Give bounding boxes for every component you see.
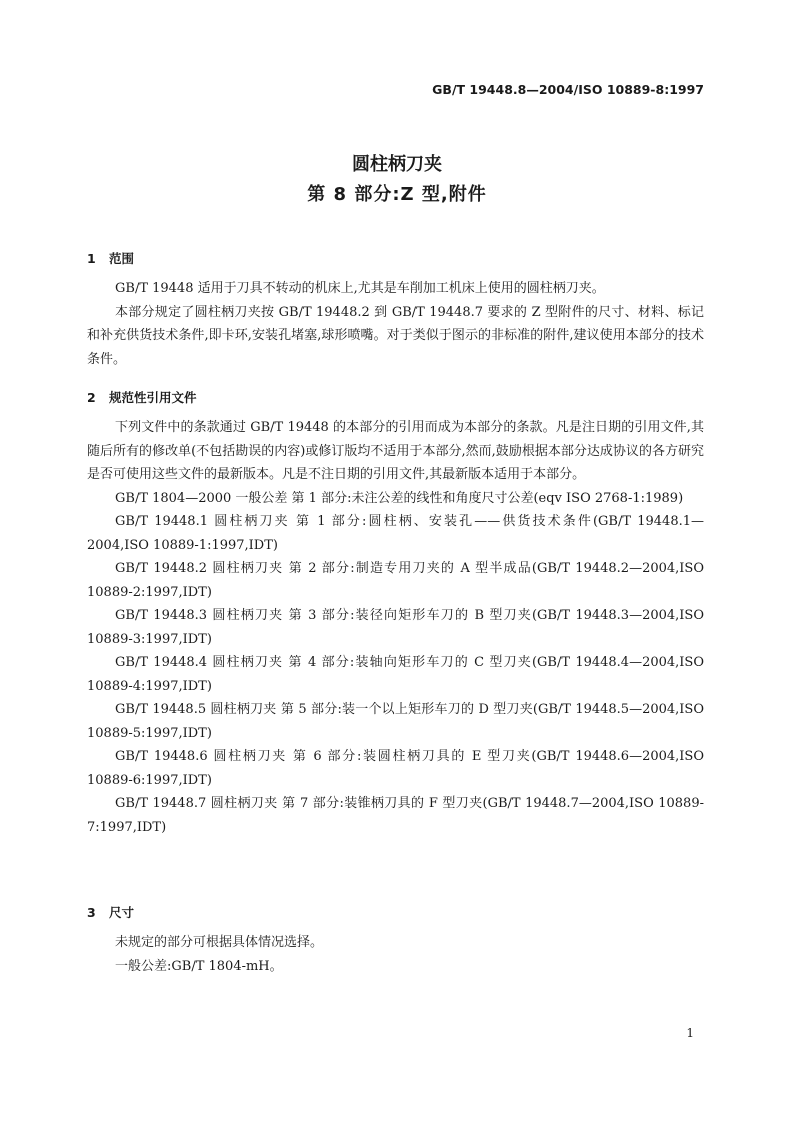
section-title: 规范性引用文件 [109,390,197,405]
page-number: 1 [686,1026,694,1040]
paragraph: 一般公差:GB/T 1804-mH。 [115,958,283,974]
reference-item: GB/T 19448.4 圆柱柄刀夹 第 4 部分:装轴向矩形车刀的 C 型刀夹(GB/T 19448.4—2004,ISO 10889-4:1997,IDT) [87,655,704,694]
section-heading-dimensions [87,903,134,921]
reference-item: GB/T 19448.2 圆柱柄刀夹 第 2 部分:制造专用刀夹的 A 型半成品(GB/T 19448.2—2004,ISO 10889-2:1997,IDT) [87,561,704,600]
standard-code: GB/T 19448.8—2004/ISO 10889-8:1997 [432,82,704,97]
section-number: 1 [87,251,96,266]
section-body-normative-references [87,416,704,839]
paragraph: 本部分规定了圆柱柄刀夹按 GB/T 19448.2 到 GB/T 19448.7 要求的 Z 型附件的尺寸、材料、标记和补充供货技术条件,即卡环,安装孔堵塞,球形喷嘴。对于类似于图示的非标准的附件,建议使用本部分的技术条件。 [87,304,704,367]
section-heading-normative-references [87,388,197,406]
paragraph: 未规定的部分可根据具体情况选择。 [115,935,324,950]
section-title: 范围 [109,251,135,266]
reference-item: GB/T 19448.3 圆柱柄刀夹 第 3 部分:装径向矩形车刀的 B 型刀夹(GB/T 19448.3—2004,ISO 10889-3:1997,IDT) [87,608,704,647]
document-subtitle: 第 8 部分:Z 型,附件 [307,184,487,205]
reference-item: GB/T 19448.5 圆柱柄刀夹 第 5 部分:装一个以上矩形车刀的 D 型刀夹(GB/T 19448.5—2004,ISO 10889-5:1997,IDT) [87,702,704,741]
paragraph: 下列文件中的条款通过 GB/T 19448 的本部分的引用而成为本部分的条款。凡是注日期的引用文件,其随后所有的修改单(不包括勘误的内容)或修订版均不适用于本部分,然而,鼓励根据本部分达成协议的各方研究是否可使用这些文件的最新版本。凡是不注日期的引用文件,其最新版本适用于本部分。 [87,420,704,482]
section-body-dimensions [87,931,704,978]
section-number: 2 [87,390,96,405]
section-body-scope [87,277,704,371]
reference-item: GB/T 1804—2000 一般公差 第 1 部分:未注公差的线性和角度尺寸公差(eqv ISO 2768-1:1989) [115,490,684,506]
reference-item: GB/T 19448.7 圆柱柄刀夹 第 7 部分:装锥柄刀具的 F 型刀夹(GB/T 19448.7—2004,ISO 10889-7:1997,IDT) [87,796,704,835]
reference-item: GB/T 19448.6 圆柱柄刀夹 第 6 部分:装圆柱柄刀具的 E 型刀夹(GB/T 19448.6—2004,ISO 10889-6:1997,IDT) [87,749,704,788]
reference-item: GB/T 19448.1 圆柱柄刀夹 第 1 部分:圆柱柄、安装孔——供货技术条件(GB/T 19448.1—2004,ISO 10889-1:1997,IDT) [87,514,704,553]
section-title: 尺寸 [109,905,135,920]
document-title: 圆柱柄刀夹 [352,154,442,175]
section-number: 3 [87,905,96,920]
section-heading-scope [87,249,134,267]
paragraph: GB/T 19448 适用于刀具不转动的机床上,尤其是车削加工机床上使用的圆柱柄刀夹。 [115,281,605,296]
